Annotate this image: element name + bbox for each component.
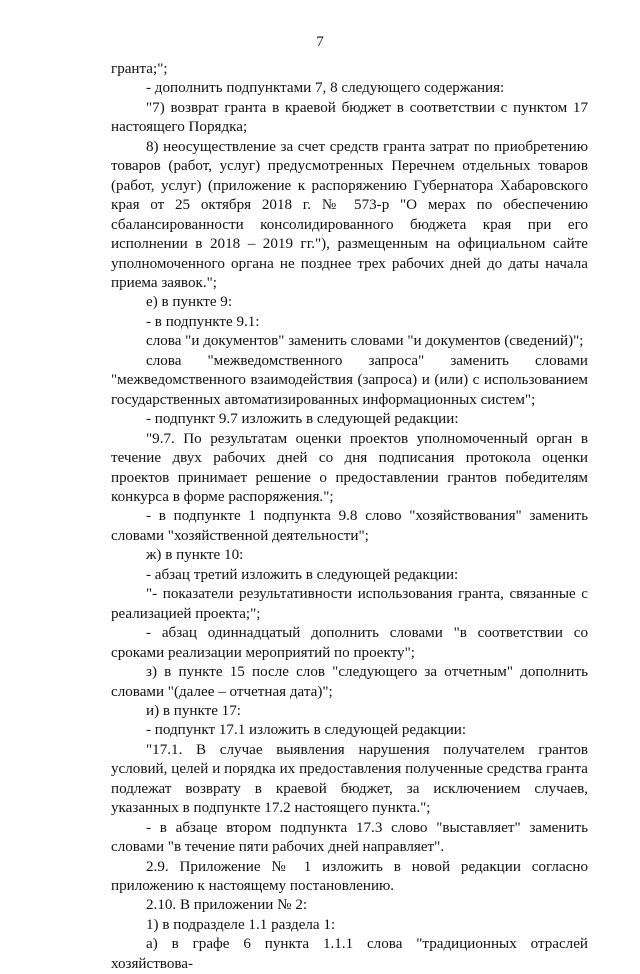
paragraph: и) в пункте 17: — [146, 702, 241, 719]
paragraph: 8) неосуществление за счет средств гранта затрат по приобретению товаров (работ, услуг) предусмотренных Перечнем отдельных товаров (работ, услуг) (приложение к распоряжению Губернатора Хабаровского края от 25 октября 2018 г. № 573-р "О мерах по обеспечению сбалансированности консолидированного бюджета края при его исполнении в 2018 – 2019 гг."), размещенным на официальном сайте уполномоченного органа не позднее трех рабочих дней до даты начала приема заявок."; — [111, 138, 588, 291]
paragraph: 1) в подразделе 1.1 раздела 1: — [146, 916, 336, 933]
paragraph: - абзац одиннадцатый дополнить словами "в соответствии со сроками реализации мероприятий по проекту"; — [111, 625, 588, 661]
paragraph: - абзац третий изложить в следующей редакции: — [146, 566, 459, 583]
paragraph: ж) в пункте 10: — [146, 547, 244, 564]
paragraph: - в абзаце втором подпункта 17.3 слово "выставляет" заменить словами "в течение пяти рабочих дней направляет". — [111, 819, 588, 856]
paragraph: з) в пункте 15 после слов "следующего за отчетным" дополнить словами "(далее – отчетная дата)"; — [111, 664, 588, 700]
paragraph: - дополнить подпунктами 7, 8 следующего содержания: — [146, 80, 505, 97]
paragraph: гранта;"; — [111, 61, 168, 77]
paragraph: 2.10. В приложении № 2: — [146, 897, 308, 914]
paragraph: - подпункт 9.7 изложить в следующей редакции: — [146, 411, 459, 428]
paragraph: - в подпункте 9.1: — [146, 313, 260, 330]
paragraph: "- показатели результативности использования гранта, связанные с реализацией проекта;"; — [111, 586, 588, 622]
paragraph: "17.1. В случае выявления нарушения получателем грантов условий, целей и порядка их предоставления полученные средства гранта подлежат возврату в краевой бюджет, за исключением случаев, указанных в подпункте 17.2 настоящего пункта."; — [111, 741, 588, 817]
paragraph: - в подпункте 1 подпункта 9.8 слово "хозяйствования" заменить словами "хозяйственной деятельности"; — [111, 508, 588, 544]
paragraph: - подпункт 17.1 изложить в следующей редакции: — [146, 722, 467, 739]
paragraph: а) в графе 6 пункта 1.1.1 слова "традиционных отраслей хозяйствова- — [111, 936, 588, 972]
paragraph: "7) возврат гранта в краевой бюджет в соответствии с пунктом 17 настоящего Порядка; — [111, 99, 588, 136]
paragraph: слова "межведомственного запроса" заменить словами "межведомственного взаимодействия (запроса) и (или) с использованием государственных автоматизированных информационных систем"; — [111, 352, 588, 408]
paragraph: "9.7. По результатам оценки проектов уполномоченный орган в течение двух рабочих дней со дня подписания протокола оценки проектов принимает решение о предоставлении грантов победителям конкурса в форме распоряжения."; — [111, 430, 588, 505]
paragraph: е) в пункте 9: — [146, 294, 233, 311]
paragraph: 2.9. Приложение № 1 изложить в новой редакции согласно приложению к настоящему постановлению. — [111, 858, 588, 895]
paragraph: слова "и документов" заменить словами "и документов (сведений)"; — [146, 333, 584, 350]
page-number: 7 — [316, 34, 324, 50]
document-body — [111, 60, 588, 974]
